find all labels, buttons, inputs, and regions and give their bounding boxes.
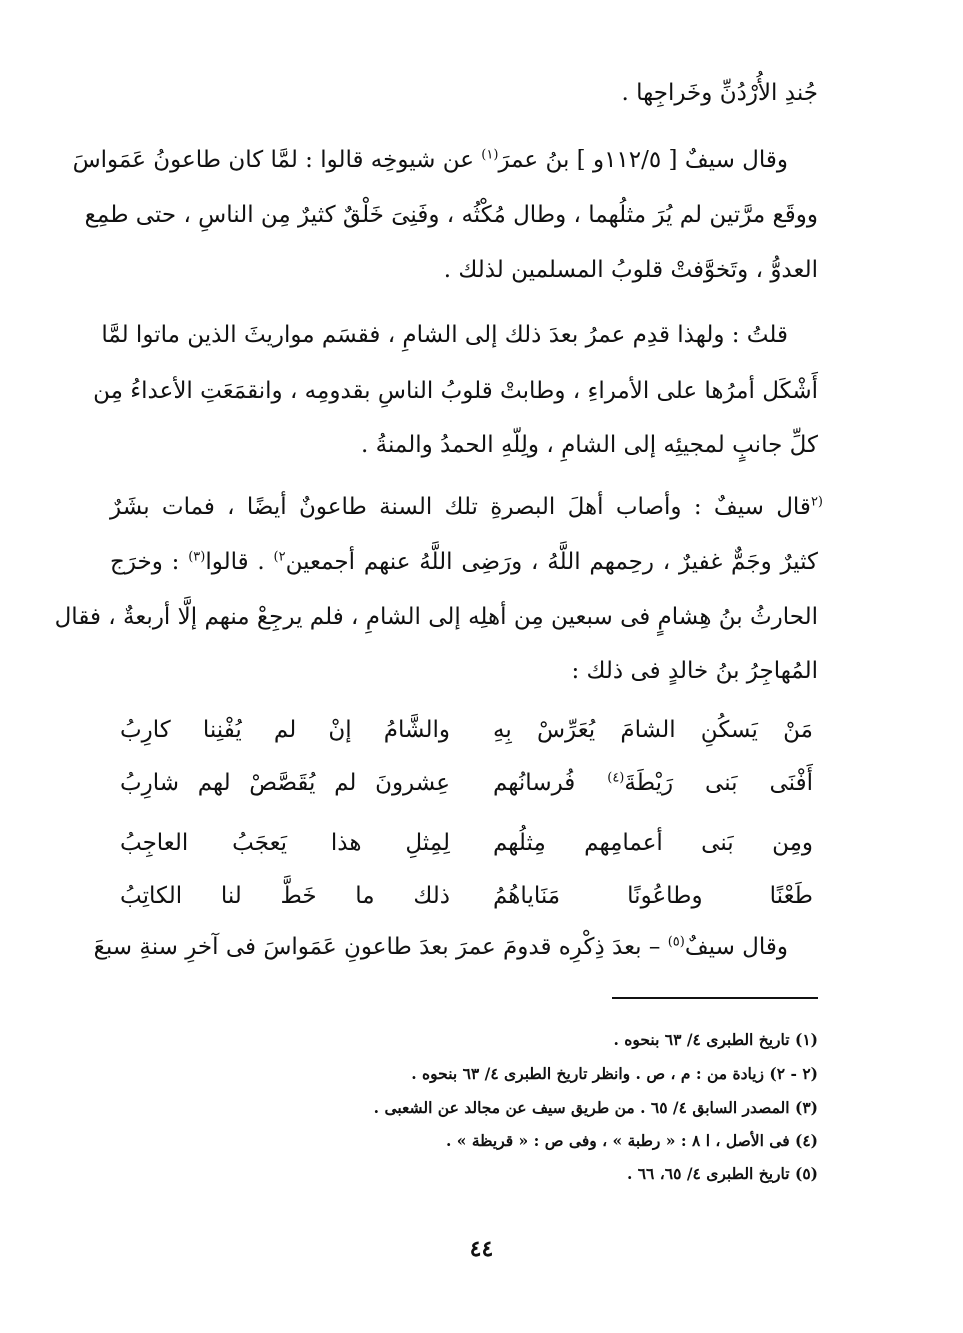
text-line-2-end: عن شيوخِه قالوا : لمَّا كان طاعونُ عَمَواسَ bbox=[72, 147, 474, 173]
text-line-9-said: . قالوا bbox=[205, 549, 265, 575]
text-line-9-content: كثيرٌ وجَمٌّ غفيرٌ ، رحِمهم اللَّهُ ، ورَضِى اللَّهُ عنهم أجمعين bbox=[285, 549, 818, 575]
text-line-4-content: العدوُّ ، وتَخوَّفتْ قلوبُ المسلمين لذلك . bbox=[443, 257, 818, 283]
text-line-6-content: أَشْكَل أمرُها على الأمراءِ ، وطابتْ قلوبُ الناسِ بقدومِه ، وانقمَعَتِ الأعداءُ مِن bbox=[93, 378, 818, 404]
text-line-2 bbox=[72, 145, 788, 175]
verse-4-first-hemistich: طَعْنًا وطاعُونًا مَنَاياهُمُ bbox=[493, 883, 813, 909]
footnote-mark-5: (٥) bbox=[667, 934, 685, 950]
verse-2-second-hemistich: عِشرونَ لم يُقَصَّصْ لهم شارِبُ bbox=[120, 770, 450, 796]
text-line-9-end: : وخرَج bbox=[110, 549, 180, 575]
footnote-mark-3: (٣) bbox=[188, 549, 206, 565]
verse-3-second-hemistich: لِمِثلِ هذا يَعجَبُ العاجِبُ bbox=[120, 830, 450, 856]
footnote-1: (١) تاريخ الطبرى ٤/ ٦٣ بنحوه . bbox=[613, 1030, 818, 1049]
footnote-mark-2-close: ٢) bbox=[273, 549, 286, 565]
text-line-4 bbox=[110, 255, 818, 285]
verse-1-second-hemistich: والشَّامُ إنْ لم يُفْنِنا كارِبُ bbox=[120, 717, 450, 743]
text-line-1 bbox=[110, 78, 818, 108]
verse-2-first-after: فُرسانُهم bbox=[493, 770, 576, 796]
text-line-7 bbox=[110, 430, 818, 460]
footnote-2: (٢ - ٢) زيادة من : م ، ص . وانظر تاريخ الطبرى ٤/ ٦٣ بنحوه . bbox=[411, 1064, 818, 1083]
verse-1-first-hemistich: مَنْ يَسكُنِ الشامَ يُعَرِّسْ بِهِ bbox=[493, 717, 813, 743]
text-line-7-content: كلِّ جانبٍ لمجيئِه إلى الشامِ ، ولِلّهِ الحمدُ والمنةُ . bbox=[361, 432, 818, 458]
text-line-12-dash: – bbox=[648, 934, 661, 960]
footnote-mark-2-open: (٢ bbox=[810, 494, 823, 510]
verse-3-first-hemistich: ومِن بَنى أعمامِهم مِثلُهم bbox=[493, 830, 813, 856]
footnote-mark-1: (١) bbox=[481, 147, 499, 163]
text-line-3 bbox=[84, 200, 818, 230]
text-line-2-start: وقال سيفٌ [ ١١٢/٥و ] بنُ عمرَ bbox=[498, 147, 788, 173]
footnote-mark-4: (٤) bbox=[607, 770, 625, 786]
text-line-10-content: الحارثُ بنُ هِشامٍ فى سبعين مِن أهلِه إلى الشامِ ، فلم يرجِعْ منهم إلَّا أربعةٌ ، فقال bbox=[54, 604, 818, 630]
text-line-6 bbox=[93, 376, 818, 406]
text-line-12 bbox=[93, 932, 788, 962]
footnote-3: (٣) المصدر السابق ٤/ ٦٥ . من طريق سيف عن مجالد عن الشعبى . bbox=[373, 1098, 818, 1117]
text-line-12-start: وقال سيفٌ bbox=[684, 934, 788, 960]
verse-2-first-hemistich bbox=[493, 768, 813, 798]
text-line-8-content: قال سيفٌ : وأصاب أهلَ البصرةِ تلك السنة طاعونٌ أيضًا ، فمات بشَرٌ bbox=[110, 494, 811, 520]
text-line-5-content: قلتُ : ولهذا قدِم عمرُ بعدَ ذلك إلى الشامِ ، فقسَم مواريثَ الذين ماتوا لمَّا bbox=[101, 322, 788, 348]
text-line-5 bbox=[101, 320, 788, 350]
text-line-10 bbox=[54, 602, 818, 632]
text-line-3-content: ووقَع مرَّتين لم يُرَ مثلُهما ، وطال مُكْثُه ، وفَنِىَ خَلْقٌ كثيرٌ مِن الناسِ ، حتى طمِع bbox=[84, 202, 818, 228]
text-line-8 bbox=[110, 492, 823, 522]
text-line-11 bbox=[110, 656, 818, 686]
footnote-4: (٤) فى الأصل ، ا ٨ : « رطبة » ، وفى ص : « قريظة » . bbox=[445, 1131, 818, 1150]
footnote-5: (٥) تاريخ الطبرى ٤/ ٦٥، ٦٦ . bbox=[626, 1164, 818, 1183]
text-line-12-end: بعدَ ذِكْرِه قدومَ عمرَ بعدَ طاعونِ عَمَواسَ فى آخرِ سنةِ سبعَ bbox=[93, 934, 642, 960]
text-line-1-content: جُندِ الأُرْدُنِّ وخَراجِها . bbox=[621, 80, 818, 106]
text-line-9 bbox=[110, 547, 818, 577]
page-number: ٤٤ bbox=[469, 1236, 494, 1262]
text-line-11-content: المُهاجِرُ بنُ خالدٍ فى ذلك : bbox=[571, 658, 818, 684]
footnote-divider bbox=[612, 997, 818, 999]
verse-2-first-part: أَفْنَى بَنى رَيْطَةَ bbox=[624, 770, 813, 796]
verse-4-second-hemistich: ذلك ما خَطَّ لنا الكاتِبُ bbox=[120, 883, 450, 909]
